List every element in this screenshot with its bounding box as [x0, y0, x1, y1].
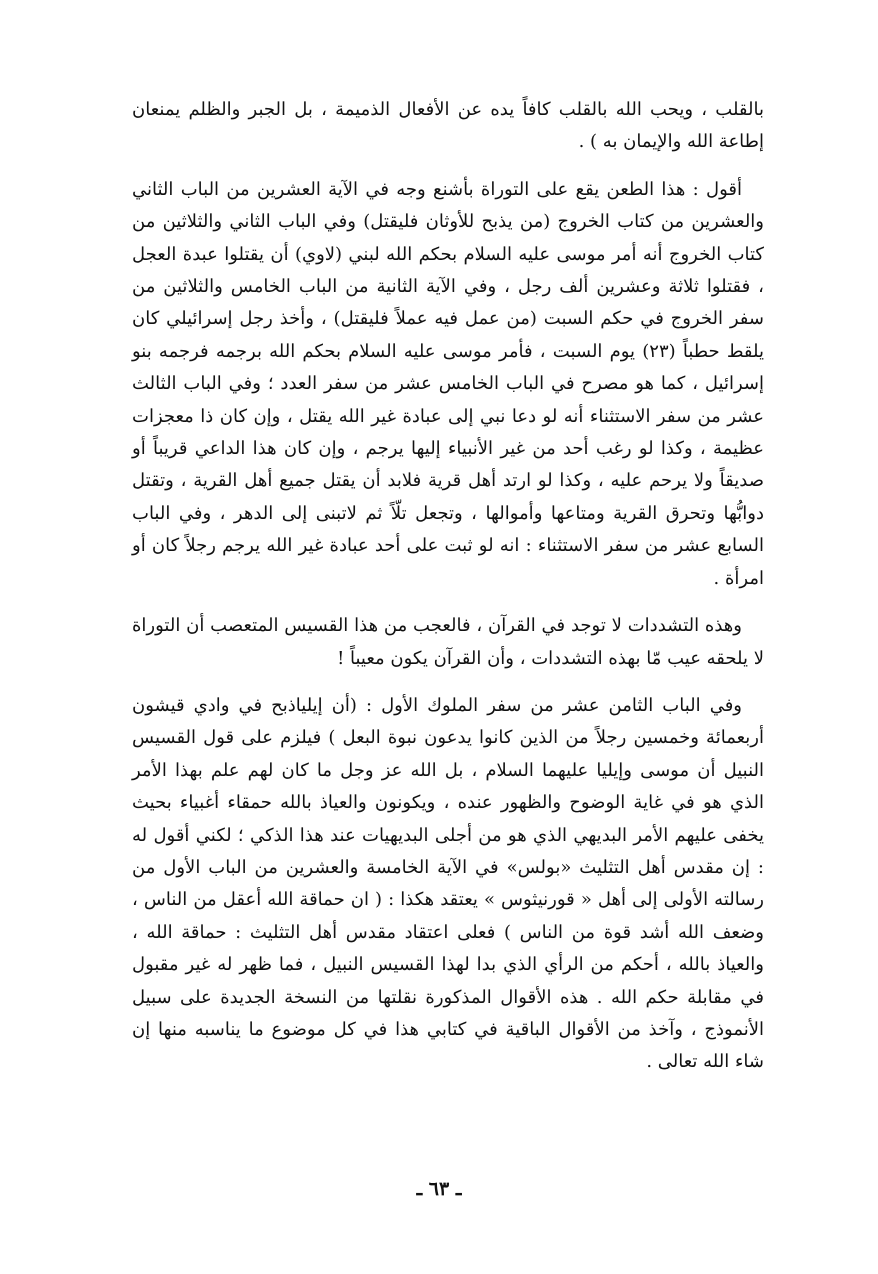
paragraph-4: وفي الباب الثامن عشر من سفر الملوك الأول : (أن إيلياذبح في وادي قيشون أربعمائة وخمسين رجلاً من الذين كانوا يدعون نبوة البعل ) فيلزم على قول القسيس النبيل أن موسى وإيليا عليهما السلام ، بل الله عز وجل ما كان لهم علم بهذا الأمر الذي هو في غاية الوضوح والظهور عنده ، ويكونون والعياذ بالله حمقاء أغبياء بحيث يخفى عليهم الأمر البديهي الذي هو من أجلى البديهيات عند هذا الذكي ؛ لكني أقول له : إن مقدس أهل التثليث «بولس» في الآية الخامسة والعشرين من الباب الأول من رسالته الأولى إلى أهل « قورنيثوس » يعتقد هكذا : ( ان حماقة الله أعقل من الناس ، وضعف الله أشد قوة من الناس ) فعلى اعتقاد مقدس أهل التثليث : حماقة الله ، والعياذ بالله ، أحكم من الرأي الذي بدا لهذا القسيس النبيل ، فما ظهر له غير مقبول في مقابلة حكم الله . هذه الأقوال المذكورة نقلتها من النسخة الجديدة على سبيل الأنموذج ، وآخذ من الأقوال الباقية في كتابي هذا في كل موضوع ما يناسبه منها إن شاء الله تعالى .	[132, 694, 765, 1073]
page-number: ـ ٦٣ ـ	[416, 1178, 462, 1200]
paragraph-1: بالقلب ، ويحب الله بالقلب كافاً يده عن الأفعال الذميمة ، بل الجبر والظلم يمنعان إطاعة الله والإيمان به ) .	[132, 99, 764, 153]
paragraph-2: أقول : هذا الطعن يقع على التوراة بأشنع وجه في الآية العشرين من الباب الثاني والعشرين من كتاب الخروج (من يذبح للأوثان فليقتل) وفي الباب الثاني والثلاثين من كتاب الخروج أنه أمر موسى عليه السلام بحكم الله لبني (لاوي) أن يقتلوا عبدة العجل ، فقتلوا ثلاثة وعشرين ألف رجل ، وفي الآية الثانية من الباب الخامس والثلاثين من سفر الخروج في حكم السبت (من عمل فيه عملاً فليقتل) ، وأخذ رجل إسرائيلي كان يلقط حطباً (٢٣) يوم السبت ، فأمر موسى عليه السلام بحكم الله برجمه فرجمه بنو إسرائيل ، كما هو مصرح في الباب الخامس عشر من سفر العدد ؛ وفي الباب الثالث عشر من سفر الاستثناء أنه لو دعا نبي إلى عبادة غير الله يقتل ، وإن كان ذا معجزات عظيمة ، وكذا لو رغب أحد من غير الأنبياء إليها يرجم ، وإن كان هذا الداعي قريباً أو صديقاً ولا يرحم عليه ، وكذا لو ارتد أهل قرية فلابد أن يقتل جميع أهل القرية ، وتقتل دوابُّها وتحرق القرية ومتاعها وأموالها ، وتجعل تلّاً ثم لاتبنى إلى الدهر ، وفي الباب السابع عشر من سفر الاستثناء : انه لو ثبت على أحد عبادة غير الله يرجم رجلاً كان أو امرأة .	[132, 178, 764, 589]
body-text	[132, 94, 764, 1079]
paragraph-3: وهذه التشددات لا توجد في القرآن ، فالعجب من هذا القسيس المتعصب أن التوراة لا يلحقه عيب مّا بهذه التشددات ، وأن القرآن يكون معيباً !	[132, 615, 764, 669]
